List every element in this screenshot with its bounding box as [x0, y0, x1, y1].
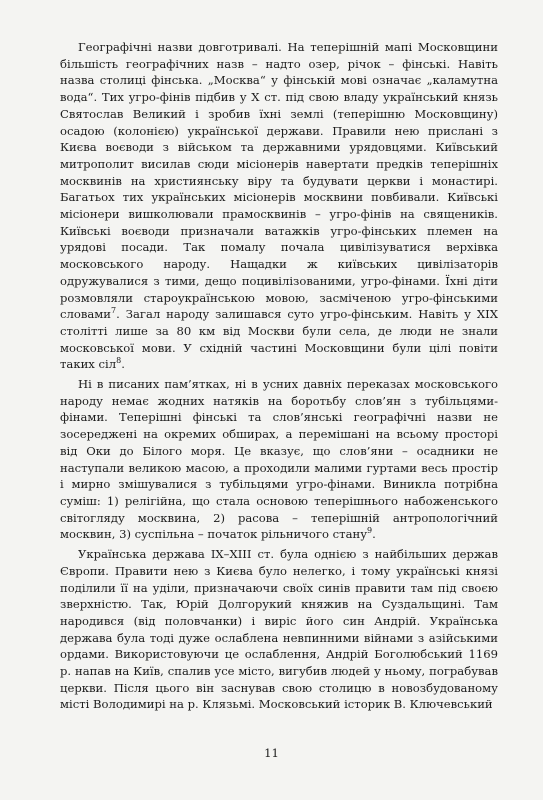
paragraph-2-tail: .: [372, 527, 376, 542]
paragraph-3-text: Українська держава IX–XIII ст. була однією з найбільших держав Європи. Правити нею з Києва було нелегко, і тому українські князі поділили її на уділи, призначаючи своїх синів правити там під своєю зверхністю. Так, Юрій Долгорукий княжив на Суздальщині. Там народився (від половчанки) і виріс його син Андрій. Українська держава була тоді дуже ослаблена невпинними війнами з азійськими ордами. Використовуючи це ослаблення, Андрій Боголюбський 1169 р. напав на Київ, спалив усе місто, вигубив людей у ньому, пограбував церкви. Після цього він заснував свою столицю в новозбудованому місті Володимирі на р. Клязьмі. Московський історик В. Ключевський: [60, 547, 498, 712]
paragraph-3: [60, 546, 498, 713]
page-number: 11: [264, 746, 279, 760]
footnote-ref-9[interactable]: 9: [367, 526, 373, 536]
paragraph-1: [60, 39, 498, 373]
paragraph-1-end: .: [121, 357, 125, 372]
paragraph-2-text: Ні в писаних пам’ятках, ні в усних давніх переказах московського народу немає жодних натяків на боротьбу слов’ян з тубільцями-фінами. Теперішні фінські та слов’янські географічні назви не зосереджені на окремих обширах, а перемішані на всьому просторі від Оки до Білого моря. Це вказує, що слов’яни – осадники не наступали великою масою, а проходили малими гуртами весь простір і мирно змішувалися з тубільцями угро-фінами. Виникла потрібна суміш: 1) релігійна, що стала основою теперішнього набоженського світогляду москвина, 2) расова – теперішній антропологічний москвин, 3) суспільна – початок рільничого стану: [60, 377, 498, 542]
paragraph-1-text: Географічні назви довготривалі. На теперішній мапі Московщини більшість географічних назв – надто озер, річок – фінські. Навіть назва столиці фінська. „Москва“ у фінській мові означає „каламутна вода“. Тих угро-фінів підбив у X ст. під свою владу український князь Святослав Великий і зробив їхні землі (теперішню Московщину) осадою (колонією) української держави. Правили нею прислані з Києва воєводи з військом та державними урядовцями. Київський митрополит висилав сюди місіонерів навертати предків теперішніх москвинів на християнську віру та будувати церкви і монастирі. Багатьох тих українських місіонерів москвини повбивали. Київські місіонери вишколювали прамосквинів – угро-фінів на священиків. Київські воєводи призначали ватажків угро-фінських племен на урядові посади. Так помалу почала цивілізуватися верхівка московського народу. Нащадки ж київських цивілізаторів одружувалися з тими, дещо поцивілізованими, угро-фінами. Їхні діти розмовляли староукраїнською мовою, засміченою угро-фінськими словами: [60, 40, 498, 322]
footnote-ref-7[interactable]: 7: [111, 306, 117, 316]
body-text: [60, 39, 498, 713]
paragraph-1-tail: . Загал народу залишався суто угро-фінським. Навіть у XIX столітті лише за 80 км від Москви були села, де люди не знали московської мови. У східній частині Московщини були цілі повіти таких сіл: [60, 307, 498, 372]
footnote-ref-8[interactable]: 8: [116, 356, 122, 366]
paragraph-2: [60, 376, 498, 543]
